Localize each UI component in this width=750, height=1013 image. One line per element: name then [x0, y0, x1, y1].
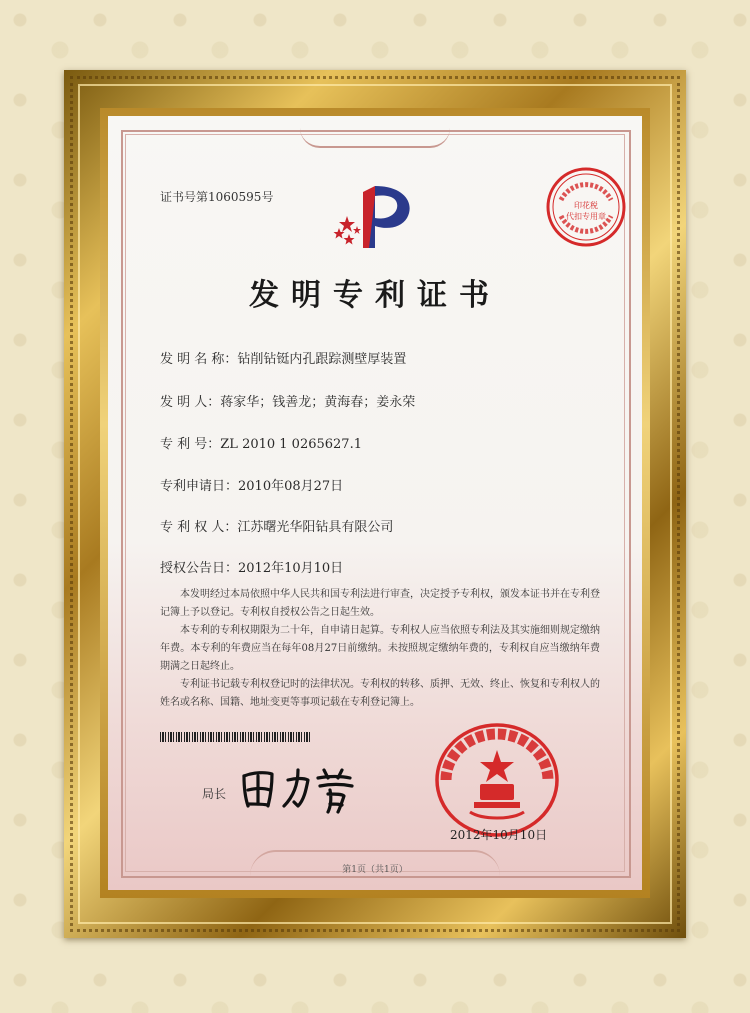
director-label: 局长: [202, 787, 227, 801]
field-inventors: [160, 391, 415, 410]
svg-text:印花税: 印花税: [574, 201, 598, 210]
field-patent-number: [160, 433, 362, 452]
tax-stamp-seal-icon: [543, 164, 629, 250]
field-label: 专 利 权 人：: [160, 520, 238, 535]
field-label: 发 明 人：: [160, 395, 221, 410]
certificate-notice: [160, 586, 600, 712]
field-label: 授权公告日：: [160, 561, 239, 576]
director-signature-icon: [238, 760, 368, 816]
signature-date: 2012年10月10日: [450, 828, 548, 842]
field-value: 2012年10月10日: [238, 561, 344, 576]
field-invention-name: [160, 348, 406, 367]
patent-office-logo-icon: [325, 182, 425, 254]
page-number: 第1页（共1页）: [342, 865, 408, 875]
certificate-number: 证书号第1060595号: [160, 190, 274, 204]
notice-paragraph: 专利证书记载专利权登记时的法律状况。专利权的转移、质押、无效、终止、恢复和专利权人的姓名或名称、国籍、地址变更等事项记载在专利登记簿上。: [160, 679, 600, 708]
patent-office-seal-icon: [432, 720, 562, 840]
field-label: 专利申请日：: [160, 479, 239, 494]
field-grant-date: [160, 557, 343, 576]
field-value: 江苏曙光华阳钻具有限公司: [237, 520, 394, 535]
field-value: 钻削钻铤内孔跟踪测壁厚装置: [237, 352, 407, 367]
field-label: 专 利 号：: [160, 437, 221, 452]
page-title: 发明专利证书: [249, 278, 501, 313]
notice-paragraph: 本专利的专利权期限为二十年，自申请日起算。专利权人应当依照专利法及其实施细则规定缴纳年费。本专利的年费应当在每年08月27日前缴纳。未按照规定缴纳年费的，专利权自应当缴纳年费期满之日起终止。: [160, 625, 600, 672]
notice-paragraph: 本发明经过本局依照中华人民共和国专利法进行审查，决定授予专利权，颁发本证书并在专利登记簿上予以登记。专利权自授权公告之日起生效。: [160, 589, 600, 618]
field-application-date: [160, 475, 343, 494]
barcode: [160, 732, 310, 742]
field-value: 2010年08月27日: [238, 479, 344, 494]
svg-text:代扣专用章: 代扣专用章: [566, 212, 606, 221]
field-label: 发 明 名 称：: [160, 352, 238, 367]
field-patentee: [160, 516, 393, 535]
field-value: ZL 2010 1 0265627.1: [220, 437, 362, 452]
top-ornament: [300, 128, 450, 148]
field-value: 蒋家华；钱善龙；黄海春；姜永荣: [220, 395, 416, 410]
